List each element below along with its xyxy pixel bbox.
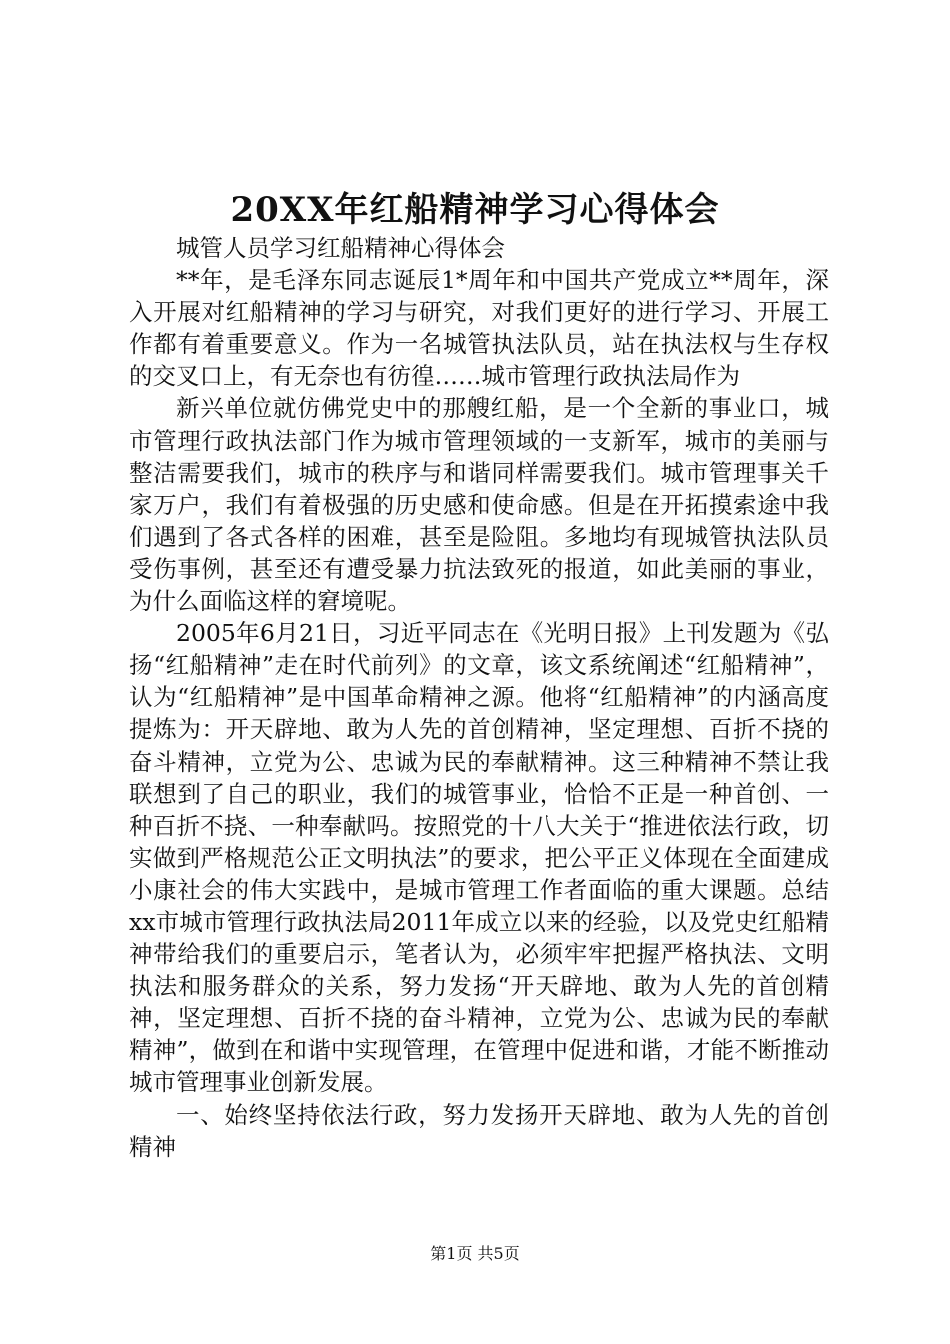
paragraph-intro: **年，是毛泽东同志诞辰1*周年和中国共产党成立**周年，深入开展对红船精神的学习与研究，对我们更好的进行学习、开展工作都有着重要意义。作为一名城管执法队员，站在执法权与生存权的交叉口上，有无奈也有彷徨……城市管理行政执法局作为 bbox=[129, 266, 829, 391]
paragraph-section-one-heading: 一、始终坚持依法行政，努力发扬开天辟地、敢为人先的首创精神 bbox=[129, 1100, 829, 1161]
paragraph-red-boat-spirit: 2005年6月21日，习近平同志在《光明日报》上刊发题为《弘扬“红船精神”走在时代前列》的文章，该文系统阐述“红船精神”，认为“红船精神”是中国革命精神之源。他将“红船精神”的内涵高度提炼为：开天辟地、敢为人先的首创精神，坚定理想、百折不挠的奋斗精神，立党为公、忠诚为民的奉献精神。这三种精神不禁让我联想到了自己的职业，我们的城管事业，恰恰不正是一种首创、一种百折不挠、一种奉献吗。按照党的十八大关于“推进依法行政，切实做到严格规范公正文明执法”的要求，把公平正义体现在全面建成小康社会的伟大实践中，是城市管理工作者面临的重大课题。总结xx市城市管理行政执法局2011年成立以来的经验，以及党史红船精神带给我们的重要启示，笔者认为，必须牢牢把握严格执法、文明执法和服务群众的关系，努力发扬“开天辟地、敢为人先的首创精神，坚定理想、百折不挠的奋斗精神，立党为公、忠诚为民的奉献精神”，做到在和谐中实现管理，在管理中促进和谐，才能不断推动城市管理事业创新发展。 bbox=[129, 619, 829, 1097]
page-footer: 第1页 共5页 bbox=[430, 1244, 520, 1263]
document-title: 20XX年红船精神学习心得体会 bbox=[230, 190, 720, 230]
paragraph-new-unit: 新兴单位就仿佛党史中的那艘红船，是一个全新的事业口，城市管理行政执法部门作为城市管理领域的一支新军，城市的美丽与整洁需要我们，城市的秩序与和谐同样需要我们。城市管理事关千家万户，我们有着极强的历史感和使命感。但是在开拓摸索途中我们遇到了各式各样的困难，甚至是险阻。多地均有现城管执法队员受伤事例，甚至还有遭受暴力抗法致死的报道，如此美丽的事业，为什么面临这样的窘境呢。 bbox=[129, 394, 829, 616]
document-body bbox=[129, 232, 829, 1163]
paragraph-subtitle: 城管人员学习红船精神心得体会 bbox=[176, 234, 505, 262]
